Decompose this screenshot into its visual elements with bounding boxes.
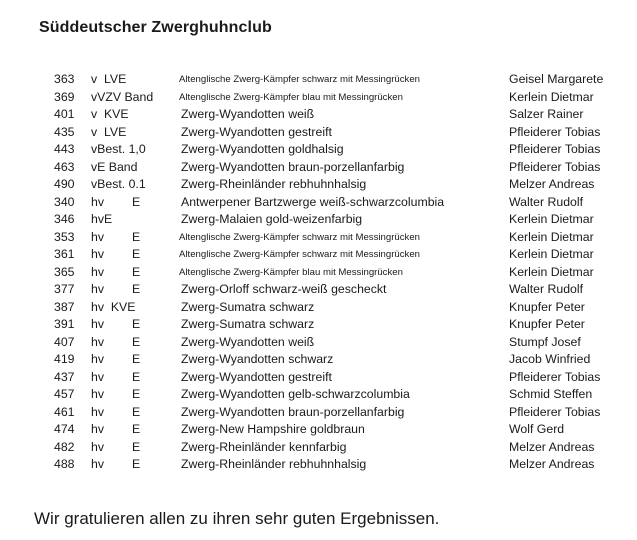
exhibitor-name: Kerlein Dietmar xyxy=(509,212,594,226)
exhibitor-name: Walter Rudolf xyxy=(509,282,584,296)
breed-name: Zwerg-Wyandotten weiß xyxy=(181,334,315,349)
result-row xyxy=(54,141,629,159)
cage-number: 488 xyxy=(54,457,75,471)
exhibitor-name: Pfleiderer Tobias xyxy=(509,404,601,419)
result-row xyxy=(54,194,629,212)
cage-number: 407 xyxy=(54,334,75,349)
cage-number: 369 xyxy=(54,89,75,104)
rating: hv xyxy=(91,282,104,296)
result-row xyxy=(54,89,629,107)
result-row xyxy=(54,386,629,404)
breed-name: Zwerg-Wyandotten braun-porzellanfarbig xyxy=(181,159,405,174)
rating: hv xyxy=(91,422,104,436)
cage-number: 463 xyxy=(54,159,75,174)
award-mark: E xyxy=(132,194,141,209)
exhibitor-name: Geisel Margarete xyxy=(509,72,604,86)
rating: hv xyxy=(91,439,104,454)
exhibitor-name: Jacob Winfried xyxy=(509,352,591,366)
breed-name: Zwerg-Wyandotten gestreift xyxy=(181,369,332,384)
breed-name: Zwerg-Wyandotten gelb-schwarzcolumbia xyxy=(181,387,410,401)
breed-name: Altenglische Zwerg-Kämpfer blau mit Messingrücken xyxy=(179,266,403,278)
exhibitor-name: Wolf Gerd xyxy=(509,422,565,436)
exhibitor-name: Pfleiderer Tobias xyxy=(509,369,601,384)
result-row xyxy=(54,334,629,352)
breed-name: Altenglische Zwerg-Kämpfer blau mit Messingrücken xyxy=(179,91,403,103)
result-row xyxy=(54,229,629,247)
breed-name: Zwerg-Sumatra schwarz xyxy=(181,317,315,331)
breed-name: Zwerg-Wyandotten goldhalsig xyxy=(181,142,344,156)
rating: v LVE xyxy=(91,124,127,139)
exhibitor-name: Knupfer Peter xyxy=(509,317,585,331)
results-list xyxy=(54,71,629,474)
exhibitor-name: Kerlein Dietmar xyxy=(509,229,594,244)
exhibitor-name: Melzer Andreas xyxy=(509,457,595,471)
result-row xyxy=(54,421,629,439)
breed-name: Zwerg-New Hampshire goldbraun xyxy=(181,422,365,436)
exhibitor-name: Melzer Andreas xyxy=(509,439,595,454)
closing-sentence: Wir gratulieren allen zu ihren sehr guten Ergebnissen. xyxy=(34,509,440,528)
rating: hv xyxy=(91,194,104,209)
result-row xyxy=(54,351,629,369)
breed-name: Zwerg-Wyandotten braun-porzellanfarbig xyxy=(181,404,405,419)
exhibitor-name: Kerlein Dietmar xyxy=(509,247,594,261)
result-row xyxy=(54,124,629,142)
exhibitor-name: Walter Rudolf xyxy=(509,194,584,209)
award-mark: E xyxy=(132,264,141,279)
award-mark: E xyxy=(132,369,141,384)
rating: vE Band xyxy=(91,159,138,174)
cage-number: 419 xyxy=(54,352,75,366)
breed-name: Altenglische Zwerg-Kämpfer schwarz mit Messingrücken xyxy=(179,231,420,243)
award-mark: E xyxy=(132,404,141,419)
cage-number: 365 xyxy=(54,264,75,279)
cage-number: 387 xyxy=(54,299,75,314)
breed-name: Zwerg-Wyandotten gestreift xyxy=(181,124,332,139)
result-row xyxy=(54,369,629,387)
cage-number: 490 xyxy=(54,177,75,191)
rating: hv xyxy=(91,334,104,349)
exhibitor-name: Pfleiderer Tobias xyxy=(509,142,601,156)
cage-number: 482 xyxy=(54,439,75,454)
breed-name: Zwerg-Rheinländer rebhuhnhalsig xyxy=(181,177,367,191)
award-mark: E xyxy=(132,247,141,261)
award-mark: E xyxy=(132,352,141,366)
exhibitor-name: Stumpf Josef xyxy=(509,334,581,349)
result-row xyxy=(54,176,629,194)
rating: v KVE xyxy=(91,107,129,121)
award-mark: E xyxy=(132,439,141,454)
result-row xyxy=(54,159,629,177)
exhibitor-name: Schmid Steffen xyxy=(509,387,593,401)
award-mark: E xyxy=(132,229,141,244)
rating: hv xyxy=(91,457,104,471)
award-mark: E xyxy=(132,457,141,471)
result-row xyxy=(54,439,629,457)
breed-name: Zwerg-Malaien gold-weizenfarbig xyxy=(181,212,363,226)
award-mark: E xyxy=(132,317,141,331)
result-row xyxy=(54,456,629,474)
exhibitor-name: Kerlein Dietmar xyxy=(509,89,594,104)
rating: hv xyxy=(91,352,104,366)
exhibitor-name: Pfleiderer Tobias xyxy=(509,159,601,174)
award-mark: E xyxy=(132,334,141,349)
result-row xyxy=(54,264,629,282)
breed-name: Zwerg-Rheinländer rebhuhnhalsig xyxy=(181,457,367,471)
cage-number: 340 xyxy=(54,194,75,209)
cage-number: 391 xyxy=(54,317,75,331)
breed-name: Zwerg-Rheinländer kennfarbig xyxy=(181,439,347,454)
rating: hv xyxy=(91,229,104,244)
cage-number: 401 xyxy=(54,107,75,121)
award-mark: E xyxy=(132,422,141,436)
exhibitor-name: Knupfer Peter xyxy=(509,299,585,314)
rating: hv xyxy=(91,387,104,401)
breed-name: Zwerg-Sumatra schwarz xyxy=(181,299,315,314)
cage-number: 435 xyxy=(54,124,75,139)
rating: hv xyxy=(91,317,104,331)
cage-number: 474 xyxy=(54,422,75,436)
rating: hvE xyxy=(91,212,113,226)
exhibitor-name: Melzer Andreas xyxy=(509,177,595,191)
cage-number: 361 xyxy=(54,247,75,261)
breed-name: Altenglische Zwerg-Kämpfer schwarz mit Messingrücken xyxy=(179,249,420,260)
cage-number: 363 xyxy=(54,72,75,86)
rating: hv xyxy=(91,264,104,279)
club-title: Süddeutscher Zwerghuhnclub xyxy=(39,19,272,36)
rating: vBest. 0.1 xyxy=(91,177,146,191)
exhibitor-name: Pfleiderer Tobias xyxy=(509,124,601,139)
result-row xyxy=(54,281,629,299)
rating: vVZV Band xyxy=(91,89,154,104)
breed-name: Altenglische Zwerg-Kämpfer schwarz mit Messingrücken xyxy=(179,74,420,85)
result-row xyxy=(54,211,629,229)
cage-number: 461 xyxy=(54,404,75,419)
result-row xyxy=(54,106,629,124)
award-mark: E xyxy=(132,282,141,296)
rating: vBest. 1,0 xyxy=(91,142,146,156)
result-row xyxy=(54,316,629,334)
cage-number: 437 xyxy=(54,369,75,384)
breed-name: Zwerg-Orloff schwarz-weiß gescheckt xyxy=(181,282,387,296)
cage-number: 353 xyxy=(54,229,75,244)
rating: hv xyxy=(91,404,104,419)
rating: hv xyxy=(91,247,104,261)
breed-name: Zwerg-Wyandotten schwarz xyxy=(181,352,334,366)
breed-name: Antwerpener Bartzwerge weiß-schwarzcolumbia xyxy=(181,194,445,209)
cage-number: 457 xyxy=(54,387,75,401)
result-row xyxy=(54,71,629,89)
award-mark: E xyxy=(132,387,141,401)
cage-number: 443 xyxy=(54,142,75,156)
rating: v LVE xyxy=(91,72,127,86)
breed-name: Zwerg-Wyandotten weiß xyxy=(181,107,315,121)
cage-number: 377 xyxy=(54,282,75,296)
result-row xyxy=(54,404,629,422)
rating: hv KVE xyxy=(91,299,136,314)
exhibitor-name: Salzer Rainer xyxy=(509,107,584,121)
result-row xyxy=(54,299,629,317)
exhibitor-name: Kerlein Dietmar xyxy=(509,264,594,279)
result-row xyxy=(54,246,629,264)
cage-number: 346 xyxy=(54,212,75,226)
rating: hv xyxy=(91,369,104,384)
